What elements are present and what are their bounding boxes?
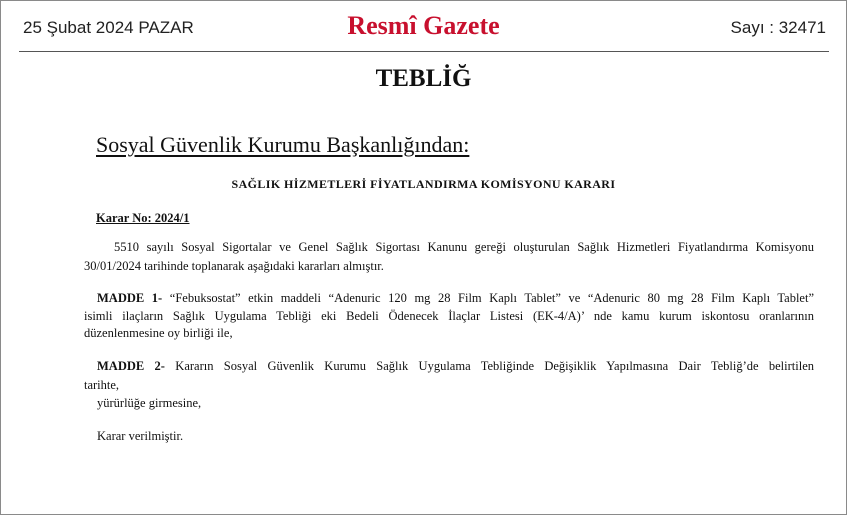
article-1-line-2: isimli ilaçların Sağlık Uygulama Tebliği eki Bedeli Ödenecek İlaçlar Listesi (EK-4/A)’ nde kamu kurum iskontosu oranlarının — [84, 309, 814, 323]
issue-date: 25 Şubat 2024 PAZAR — [23, 18, 194, 37]
article-2-label: MADDE 2- — [97, 359, 165, 373]
issue-number: Sayı : 32471 — [730, 18, 826, 37]
article-2-line-1 — [97, 359, 814, 374]
header-divider — [19, 51, 829, 52]
decision-number: Karar No: 2024/1 — [96, 211, 190, 225]
closing-statement: Karar verilmiştir. — [97, 429, 184, 443]
commission-title: SAĞLIK HİZMETLERİ FİYATLANDIRMA KOMİSYONU KARARI — [231, 177, 616, 191]
article-1-label: MADDE 1- — [97, 291, 163, 305]
article-2-line-2: tarihte, — [84, 378, 120, 392]
article-1-line-1 — [97, 291, 814, 306]
intro-line-2: 30/01/2024 tarihinde toplanarak aşağıdaki kararları almıştır. — [84, 259, 384, 273]
article-2-line-3: yürürlüğe girmesine, — [97, 396, 202, 410]
gazette-title: Resmî Gazete — [347, 11, 500, 40]
article-1-text: “Febuksostat” etkin maddeli “Adenuric 120 mg 28 Film Kaplı Tablet” ve “Adenuric 80 mg 28 Film Kaplı Tablet” — [169, 291, 814, 305]
article-2-text: Kararın Sosyal Güvenlik Kurumu Sağlık Uygulama Tebliğinde Değişiklik Yapılmasına Dair Tebliğ’de belirtilen — [175, 359, 814, 373]
institution-heading: Sosyal Güvenlik Kurumu Başkanlığından: — [96, 132, 470, 157]
intro-line-1: 5510 sayılı Sosyal Sigortalar ve Genel Sağlık Sigortası Kanunu gereği oluşturulan Sağlık Hizmetleri Fiyatlandırma Komisyonu — [114, 240, 814, 254]
document-type: TEBLİĞ — [375, 65, 472, 92]
article-1-line-3: düzenlenmesine oy birliği ile, — [84, 326, 233, 340]
